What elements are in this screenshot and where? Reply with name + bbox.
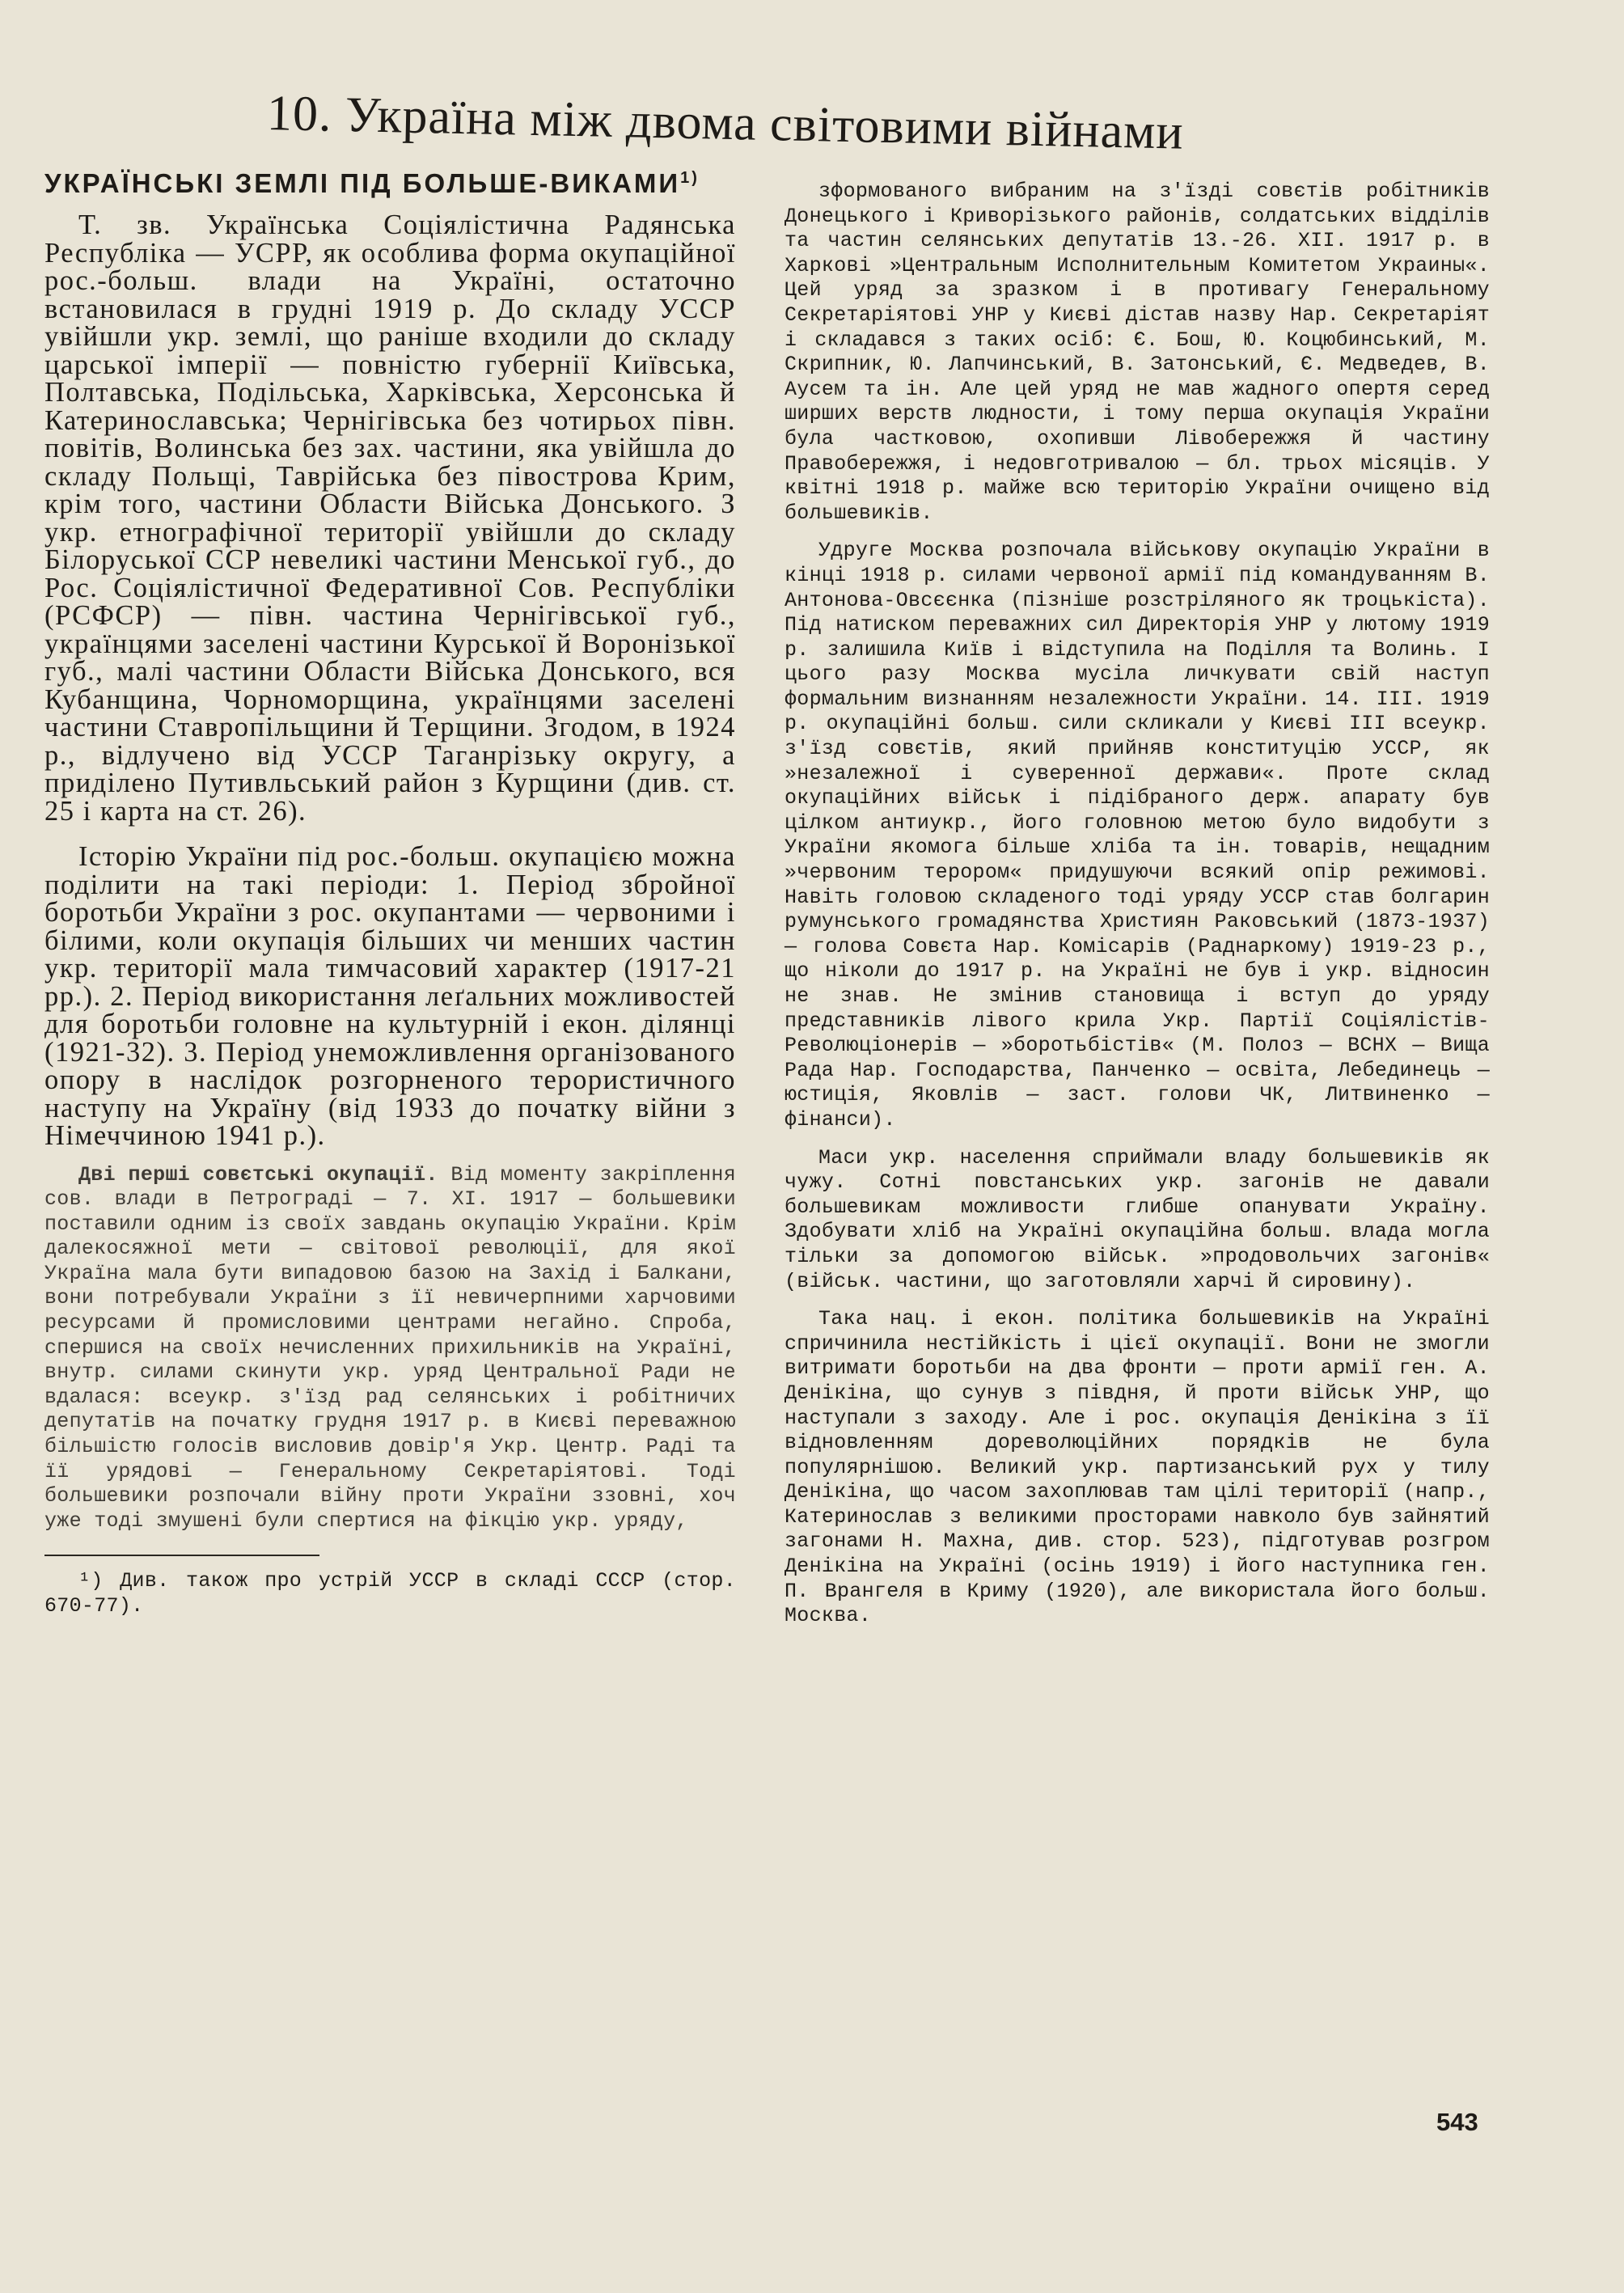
paragraph-people-secretariat: зформованого вибраним на з'їзді совєтів робітників Донецького і Криворізького районів, солдатських відділів та частин селянських депутатів 13.-26. XII. 1917 р. в Харкові »Центральным Исполнительным Комитетом Украины«. Цей уряд за зразком і в противагу Генеральному Секретаріятові УНР у Києві дістав назву Нар. Секретаріят і складався з таких осіб: Є. Бош, Ю. Коцюбинський, М. Скрипник, Ю. Лапчинський, В. Затонський, Є. Медведев, В. Аусем та ін. Але цей уряд не мав жадного опертя серед ширших верств людности, і тому перша окупація України була частковою, охопивши Лівобережжя й частину Правобережжя, і недовготривалою — бл. трьох місяців. У квітні 1918 р. майже всю територію України очищено від большевиків. <box>785 180 1490 525</box>
section-title <box>44 162 736 200</box>
paragraph-periods: Історію України під рос.-больш. окупацією можна поділити на такі періоди: 1. Період збройної боротьби України з рос. окупантами — червоними і білими, коли окупація більших чи менших частин укр. території мала тимчасовий характер (1917-21 рр.). 2. Період використання леґальних можливостей для боротьби головне на культурній і екон. ділянці (1921-32). 3. Період унеможливлення організованого опору в наслідок розгорненого терористичного наступу на Україну (від 1933 до початку війни з Німеччиною 1941 р.). <box>44 841 736 1151</box>
footnote-mark: 1) <box>680 169 700 187</box>
right-column <box>785 180 1490 1629</box>
subsection-heading: Дві перші совєтські окупації. <box>78 1162 438 1187</box>
chapter-title: 10. Україна між двома світовими війнами <box>266 86 1185 160</box>
subsection-text: Від моменту закріплення сов. влади в Петрограді — 7. XI. 1917 — большевики поставили одним із своїх завдань окупацію України. Крім далекосяжної мети — світової революції, для якої Україна мала бути випадовою базою на Захід і Балкани, вони потребували України з її невичерпними харчовими ресурсами й промисловими центрами негайно. Спроба, спершися на своїх нечисленних прихильників на Україні, внутр. силами скинути укр. уряд Центральної Ради не вдалася: всеукр. з'їзд рад селянських і робітничих депутатів на початку грудня 1917 р. в Києві переважною більшістю голосів висловив довір'я Укр. Центр. Раді та її урядові — Генеральному Секретаріятові. Тоді большевики розпочали війну проти України ззовні, хоч уже тоді змушені були спертися на фікцію укр. уряду, <box>44 1162 736 1533</box>
footnote: ¹) Див. також про устрій УССР в складі СССР (стор. 670-77). <box>44 1569 736 1618</box>
paragraph-first-occupations <box>44 1163 736 1534</box>
footnote-divider <box>44 1555 319 1556</box>
paragraph-denikin: Така нац. і екон. політика большевиків на Україні спричинила нестійкість і цієї окупації. Вони не змогли витримати боротьби на два фронти — проти армії ген. А. Денікіна, що сунув з півдня, й проти військ УНР, що наступали з заходу. Але і рос. окупація Денікіна з її відновленням дореволюційних порядків не була популярнішою. Великий укр. партизанський рух у тилу Денікіна, що часом захоплював там цілі території (напр., Катеринослав з великими просторами навколо був зайнятий загонами Н. Махна, див. стор. 523), підготував розгром Денікіна на Україні (осінь 1919) і його наступника ген. П. Врангеля в Криму (1920), але використала його больш. Москва. <box>785 1307 1490 1628</box>
paragraph-territory: Т. зв. Українська Соціялістична Радянська Республіка — УСРР, як особлива форма окупаційної рос.-больш. влади на Україні, остаточно встановилася в грудні 1919 р. До складу УССР увійшли укр. землі, що раніше входили до складу царської імперії — повністю губернії Київська, Полтавська, Подільська, Харківська, Херсонська й Катеринославська; Чернігівська без чотирьох півн. повітів, Волинська без зах. частини, яка увійшла до складу Польщі, Таврійська без півострова Крим, крім того, частини Области Війська Донського. З укр. етнографічної території увійшли до складу Білоруської ССР невеликі частини Менської губ., до Рос. Соціялістичної Федеративної Сов. Республіки (РСФСР) — півн. частина Чернігівської губ., українцями заселені частини Курської й Воронізької губ., малі частини Области Війська Донського, вся Кубанщина, Чорноморщина, українцями заселені частини Ставропільщини й Терщини. Згодом, в 1924 р., відлучено від УССР Таганрізьку округу, а приділено Путивльський район з Курщини (див. ст. 25 і карта на ст. 26). <box>44 209 736 827</box>
paragraph-insurgents: Маси укр. населення сприймали владу большевиків як чужу. Сотні повстанських укр. загонів не давали большевикам можливости глибше опанувати Україну. Здобувати хліб на Україні окупаційна больш. влада могла тільки за допомогою військ. »продовольчих загонів« (військ. частини, що заготовляли харчі й сировину). <box>785 1145 1490 1293</box>
page-number: 543 <box>1436 2108 1478 2136</box>
section-title-text: УКРАЇНСЬКІ ЗЕМЛІ ПІД БОЛЬШЕ-ВИКАМИ <box>44 168 681 198</box>
left-column <box>44 162 736 1619</box>
paragraph-second-occupation: Удруге Москва розпочала військову окупацію України в кінці 1918 р. силами червоної армії під командуванням В. Антонова-Овсєєнка (пізніше розстріляного як троцькіста). Під натиском переважних сил Директорія УНР у лютому 1919 р. залишила Київ і відступила на Поділля та Волинь. І цього разу Москва мусіла личкувати свій наступ формальним визнанням незалежности України. 14. III. 1919 р. окупаційні больш. сили скликали у Києві III всеукр. з'їзд совєтів, який прийняв конституцію УССР, як »незалежної і суверенної держави«. Проте склад окупаційних військ і підібраного держ. апарату був цілком антиукр., його головною метою було видобути з України якомога більше хліба та ін. товарів, нещадним »червоним терором« придушуючи всякий опір режимові. Навіть головою складеного тоді уряду УССР став болгарин румунського громадянства Християн Раковський (1873-1937) — голова Совєта Нар. Комісарів (Раднаркому) 1919-23 р., що ніколи до 1917 р. на Україні не був і укр. відносин не знав. Не змінив становища і вступ до уряду представників лівого крила Укр. Партії Соціялістів-Революціонерів — »боротьбістів« (М. Полоз — ВСНХ — Вища Рада Нар. Господарства, Панченко — освіта, Лебединець — юстиція, Яковлів — заст. голови ЧК, Литвиненко — фінанси). <box>785 539 1490 1132</box>
